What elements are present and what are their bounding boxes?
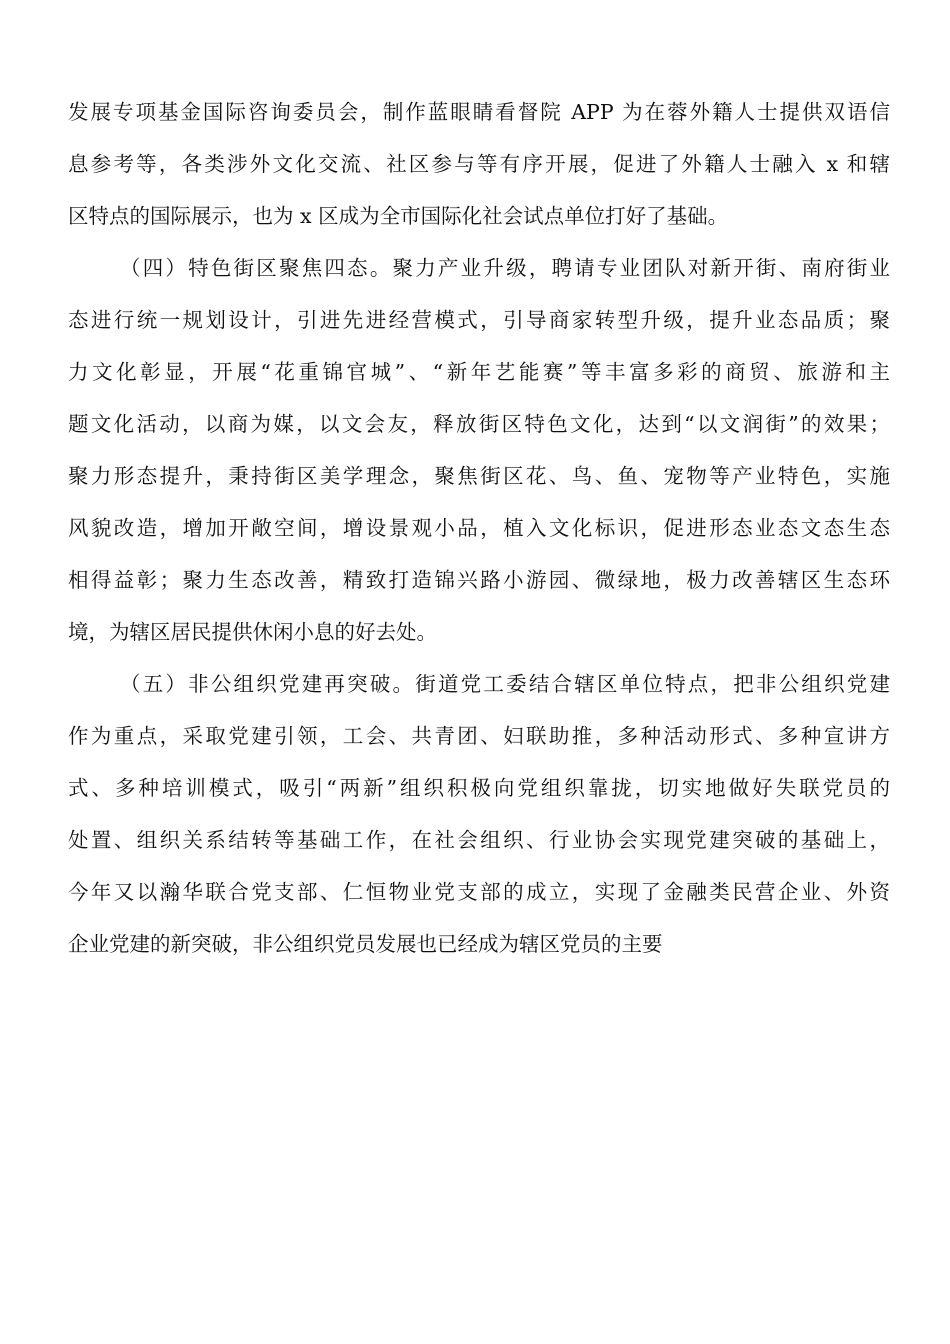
section-4-heading-line: （四）特色街区聚焦四态。聚力产业升级，聘请专业团队对新开街、南府街业 — [120, 256, 890, 280]
paragraph-line: 息参考等，各类涉外文化交流、社区参与等有序开展，促进了外籍人士融入 x 和辖 — [68, 152, 890, 176]
paragraph-line: 态进行统一规划设计，引进先进经营模式，引导商家转型升级，提升业态品质；聚 — [68, 308, 890, 332]
section-5-heading-line: （五）非公组织党建再突破。街道党工委结合辖区单位特点，把非公组织党建 — [120, 672, 890, 696]
paragraph-line: 题文化活动，以商为媒，以文会友，释放街区特色文化，达到“以文润街”的效果； — [68, 412, 890, 436]
paragraph-line: 企业党建的新突破，非公组织党员发展也已经成为辖区党员的主要 — [68, 932, 663, 956]
paragraph-line: 风貌改造，增加开敞空间，增设景观小品，植入文化标识，促进形态业态文态生态 — [68, 516, 890, 540]
paragraph-line: 力文化彰显，开展“花重锦官城”、“新年艺能赛”等丰富多彩的商贸、旅游和主 — [68, 360, 890, 384]
paragraph-line: 相得益彰；聚力生态改善，精致打造锦兴路小游园、微绿地，极力改善辖区生态环 — [68, 568, 890, 592]
paragraph-line: 处置、组织关系结转等基础工作，在社会组织、行业协会实现党建突破的基础上， — [68, 828, 890, 852]
paragraph-line: 今年又以瀚华联合党支部、仁恒物业党支部的成立，实现了金融类民营企业、外资 — [68, 880, 890, 904]
paragraph-line: 发展专项基金国际咨询委员会，制作蓝眼睛看督院 APP 为在蓉外籍人士提供双语信 — [68, 100, 890, 124]
paragraph-line: 聚力形态提升，秉持街区美学理念，聚焦街区花、鸟、鱼、宠物等产业特色，实施 — [68, 464, 890, 488]
paragraph-line: 区特点的国际展示，也为 x 区成为全市国际化社会试点单位打好了基础。 — [68, 204, 729, 228]
paragraph-line: 式、多种培训模式，吸引“两新”组织积极向党组织靠拢，切实地做好失联党员的 — [68, 776, 890, 800]
paragraph-line: 作为重点，采取党建引领，工会、共青团、妇联助推，多种活动形式、多种宣讲方 — [68, 724, 890, 748]
paragraph-line: 境，为辖区居民提供休闲小息的好去处。 — [68, 620, 437, 644]
